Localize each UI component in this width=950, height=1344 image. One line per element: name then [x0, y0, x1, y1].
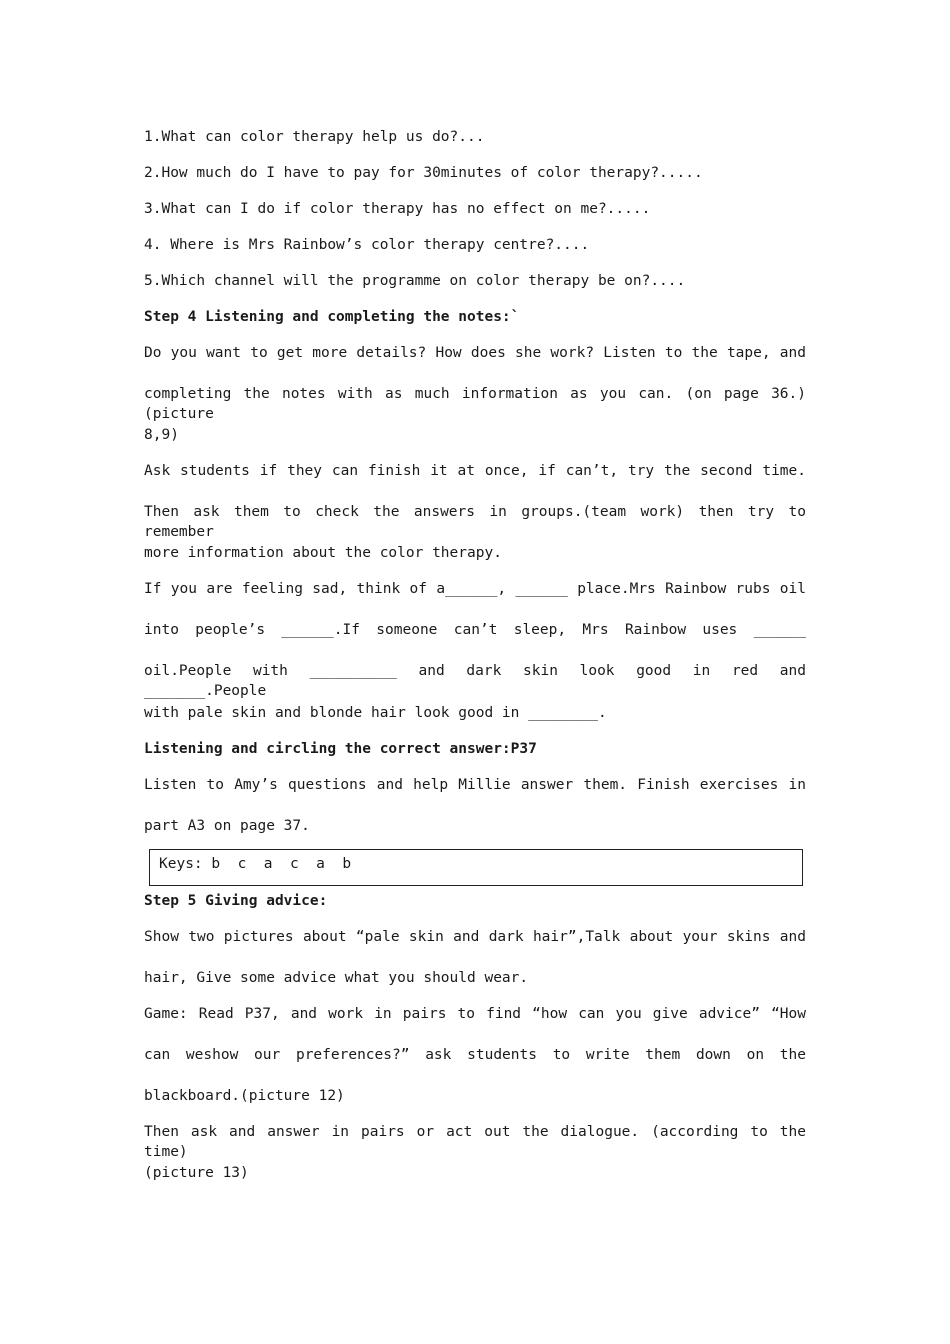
answer-keys: Keys: b c a c a b [159, 856, 352, 872]
question-1: 1.What can color therapy help us do?... [144, 129, 485, 145]
step5-p2-line2: can weshow our preferences?” ask students to write them down on the [144, 1047, 806, 1063]
step4-p1-line3: 8,9) [144, 427, 179, 443]
step4-notes-line4: with pale skin and blonde hair look good in ________. [144, 705, 607, 721]
step4-p2-line3: more information about the color therapy. [144, 545, 502, 561]
step4-p1-line1: Do you want to get more details? How does she work? Listen to the tape, and [144, 345, 806, 361]
step4-p2-line1: Ask students if they can finish it at once, if can’t, try the second time. [144, 463, 806, 479]
step5-p3-line2: (picture 13) [144, 1165, 249, 1181]
circling-p-line1: Listen to Amy’s questions and help Millie answer them. Finish exercises in [144, 777, 806, 793]
question-3: 3.What can I do if color therapy has no effect on me?..... [144, 201, 651, 217]
step5-p1-line1: Show two pictures about “pale skin and dark hair”,Talk about your skins and [144, 929, 806, 945]
step5-p2-line1: Game: Read P37, and work in pairs to find “how can you give advice” “How [144, 1006, 806, 1022]
step5-p3-line1: Then ask and answer in pairs or act out the dialogue. (according to the time) [144, 1124, 806, 1160]
question-4: 4. Where is Mrs Rainbow’s color therapy centre?.... [144, 237, 590, 253]
step4-p2-line2: Then ask them to check the answers in groups.(team work) then try to remember [144, 504, 806, 540]
step5-p1-line2: hair, Give some advice what you should wear. [144, 970, 529, 986]
step4-heading: Step 4 Listening and completing the notes:` [144, 309, 520, 325]
circling-p-line2: part A3 on page 37. [144, 818, 310, 834]
step5-p2-line3: blackboard.(picture 12) [144, 1088, 345, 1104]
step4-notes-line1: If you are feeling sad, think of a______, ______ place.Mrs Rainbow rubs oil [144, 581, 806, 597]
question-5: 5.Which channel will the programme on color therapy be on?.... [144, 273, 686, 289]
step4-notes-line2: into people’s ______.If someone can’t sleep, Mrs Rainbow uses ______ [144, 622, 806, 638]
answer-keys-box [149, 849, 803, 886]
step4-p1-line2: completing the notes with as much information as you can. (on page 36.)(picture [144, 386, 806, 422]
question-2: 2.How much do I have to pay for 30minutes of color therapy?..... [144, 165, 703, 181]
circling-heading: Listening and circling the correct answer:P37 [144, 741, 537, 757]
step5-heading: Step 5 Giving advice: [144, 893, 328, 909]
step4-notes-line3: oil.People with __________ and dark skin look good in red and _______.People [144, 663, 806, 699]
